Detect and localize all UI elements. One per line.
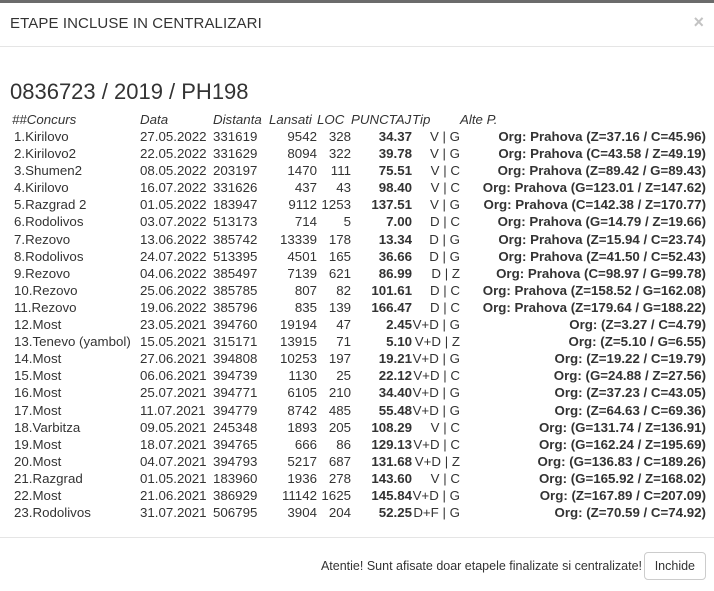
cell-alte-p: Org: (Z=167.89 / C=207.09) xyxy=(539,487,706,503)
cell-loc: 86 xyxy=(336,436,351,452)
cell-lansati: 437 xyxy=(294,180,317,196)
cell-alte-p: Org: Prahova (G=123.01 / Z=147.62) xyxy=(482,180,706,196)
table-row xyxy=(10,453,706,470)
cell-alte-p: Org: (Z=70.59 / C=74.92) xyxy=(554,505,706,521)
cell-concurs: 19.Most xyxy=(14,436,62,452)
cell-alte-p: Org: (Z=64.63 / C=69.36) xyxy=(554,402,706,418)
cell-tip: V+D | C xyxy=(413,368,460,384)
table-row xyxy=(10,384,706,401)
cell-tip: V+D | Z xyxy=(414,334,460,350)
cell-loc: 165 xyxy=(328,248,351,264)
cell-data: 21.06.2021 xyxy=(140,487,207,503)
cell-concurs: 13.Tenevo (yambol) xyxy=(14,334,131,350)
header-alte: Alte P. xyxy=(460,112,498,127)
cell-loc: 687 xyxy=(328,453,351,469)
cell-concurs: 14.Most xyxy=(14,351,62,367)
cell-alte-p: Org: (G=165.92 / Z=168.02) xyxy=(538,470,706,486)
stages-table xyxy=(10,111,706,521)
cell-distanta: 245348 xyxy=(213,419,258,435)
table-row xyxy=(10,487,706,504)
cell-data: 04.06.2022 xyxy=(140,265,207,281)
cell-loc: 43 xyxy=(336,180,351,196)
cell-punctaj: 2.45 xyxy=(386,317,412,333)
stages-modal xyxy=(0,3,714,590)
cell-concurs: 1.Kirilovo xyxy=(14,129,69,144)
cell-concurs: 2.Kirilovo2 xyxy=(14,146,77,162)
cell-tip: V+D | C xyxy=(413,436,460,452)
cell-distanta: 385785 xyxy=(213,282,258,298)
cell-lansati: 8742 xyxy=(287,402,317,418)
modal-footer xyxy=(0,537,714,591)
cell-punctaj: 5.10 xyxy=(386,334,412,350)
cell-lansati: 1130 xyxy=(288,368,317,384)
cell-loc: 197 xyxy=(328,351,351,367)
cell-tip: V | C xyxy=(430,419,460,435)
cell-distanta: 394771 xyxy=(213,385,258,401)
header-data: Data xyxy=(140,112,169,127)
table-row xyxy=(10,213,706,230)
footer-warning: Atentie! Sunt afisate doar etapele finalizate si centralizate! xyxy=(320,559,642,573)
table-header-row xyxy=(10,111,706,128)
cell-distanta: 394793 xyxy=(213,453,258,469)
cell-punctaj: 34.40 xyxy=(378,385,412,401)
cell-distanta: 331629 xyxy=(213,146,258,162)
ring-identifier: 0836723 / 2019 / PH198 xyxy=(10,79,249,104)
cell-distanta: 394765 xyxy=(213,436,258,452)
cell-lansati: 9542 xyxy=(287,129,317,144)
cell-alte-p: Org: Prahova (C=98.97 / G=99.78) xyxy=(496,265,706,281)
cell-lansati: 835 xyxy=(294,299,317,315)
cell-loc: 5 xyxy=(343,214,351,230)
cell-tip: V | C xyxy=(430,470,460,486)
cell-punctaj: 13.34 xyxy=(378,231,412,247)
cell-data: 03.07.2022 xyxy=(140,214,207,230)
cell-alte-p: Org: (Z=3.27 / C=4.79) xyxy=(569,317,706,333)
cell-alte-p: Org: (G=131.74 / Z=136.91) xyxy=(538,419,706,435)
cell-tip: V | G xyxy=(429,197,460,213)
table-row xyxy=(10,367,706,384)
cell-alte-p: Org: Prahova (C=142.38 / Z=170.77) xyxy=(483,197,706,213)
cell-data: 08.05.2022 xyxy=(140,163,207,179)
header-loc: LOC xyxy=(317,112,345,127)
cell-data: 22.05.2022 xyxy=(140,146,207,162)
cell-concurs: 16.Most xyxy=(14,385,62,401)
table-row xyxy=(10,470,706,487)
cell-punctaj: 129.13 xyxy=(371,436,412,452)
cell-tip: V | C xyxy=(430,180,460,196)
cell-punctaj: 166.47 xyxy=(371,299,412,315)
cell-concurs: 4.Kirilovo xyxy=(14,180,69,196)
cell-alte-p: Org: (G=24.88 / Z=27.56) xyxy=(553,368,706,384)
cell-loc: 178 xyxy=(328,231,351,247)
table-row xyxy=(10,196,706,213)
cell-concurs: 10.Rezovo xyxy=(14,282,78,298)
table-row xyxy=(10,179,706,196)
cell-data: 27.06.2021 xyxy=(140,351,207,367)
cell-concurs: 11.Rezovo xyxy=(14,299,77,315)
cell-data: 09.05.2021 xyxy=(140,419,207,435)
cell-alte-p: Org: Prahova (Z=89.42 / G=89.43) xyxy=(497,163,706,179)
cell-loc: 485 xyxy=(328,402,351,418)
cell-lansati: 1936 xyxy=(287,470,317,486)
table-row xyxy=(10,419,706,436)
cell-distanta: 203197 xyxy=(213,163,258,179)
cell-tip: D | Z xyxy=(431,265,460,281)
cell-data: 15.05.2021 xyxy=(140,334,207,350)
cell-punctaj: 145.84 xyxy=(371,487,412,503)
cell-distanta: 183947 xyxy=(213,197,258,213)
cell-tip: V | C xyxy=(430,163,460,179)
table-row xyxy=(10,162,706,179)
cell-concurs: 9.Rezovo xyxy=(14,265,71,281)
cell-lansati: 807 xyxy=(294,282,317,298)
cell-data: 01.05.2022 xyxy=(140,197,207,213)
cell-lansati: 1470 xyxy=(287,163,317,179)
cell-alte-p: Org: Prahova (Z=41.50 / C=52.43) xyxy=(498,248,706,264)
cell-punctaj: 143.60 xyxy=(371,470,412,486)
cell-distanta: 183960 xyxy=(213,470,258,486)
cell-loc: 322 xyxy=(328,146,351,162)
cell-alte-p: Org: Prahova (C=43.58 / Z=49.19) xyxy=(498,146,706,162)
cell-punctaj: 34.37 xyxy=(378,129,412,144)
cell-tip: V+D | Z xyxy=(414,453,460,469)
table-row xyxy=(10,145,706,162)
cell-lansati: 666 xyxy=(294,436,317,452)
cell-alte-p: Org: (G=136.83 / C=189.26) xyxy=(537,453,706,469)
cell-alte-p: Org: (Z=5.10 / G=6.55) xyxy=(568,334,706,350)
cell-loc: 71 xyxy=(336,334,351,350)
table-row xyxy=(10,402,706,419)
cell-tip: V+D | G xyxy=(412,487,460,503)
cell-alte-p: Org: (Z=19.22 / C=19.79) xyxy=(554,351,706,367)
header-punctaj: PUNCTAJ xyxy=(351,112,412,127)
table-row xyxy=(10,316,706,333)
header-concurs: ##Concurs xyxy=(12,112,77,127)
cell-lansati: 714 xyxy=(294,214,317,230)
cell-tip: D | C xyxy=(429,299,460,315)
cell-distanta: 385497 xyxy=(213,265,258,281)
cell-tip: V | G xyxy=(429,146,460,162)
cell-punctaj: 19.21 xyxy=(378,351,412,367)
cell-data: 27.05.2022 xyxy=(140,129,207,144)
cell-distanta: 386929 xyxy=(213,487,258,503)
cell-distanta: 315171 xyxy=(213,334,258,350)
table-row xyxy=(10,282,706,299)
cell-lansati: 7139 xyxy=(287,265,317,281)
cell-data: 16.07.2022 xyxy=(140,180,207,196)
cell-loc: 82 xyxy=(336,282,351,298)
cell-loc: 1625 xyxy=(321,487,351,503)
cell-punctaj: 36.66 xyxy=(378,248,412,264)
cell-concurs: 23.Rodolivos xyxy=(14,505,91,521)
cell-data: 01.05.2021 xyxy=(140,470,207,486)
cell-data: 11.07.2021 xyxy=(140,402,206,418)
modal-title: ETAPE INCLUSE IN CENTRALIZARI xyxy=(10,15,262,32)
close-icon[interactable]: × xyxy=(693,12,704,32)
cell-distanta: 394760 xyxy=(213,317,258,333)
cell-punctaj: 131.68 xyxy=(371,453,412,469)
cell-concurs: 12.Most xyxy=(14,317,62,333)
cell-lansati: 6105 xyxy=(287,385,317,401)
cell-concurs: 8.Rodolivos xyxy=(14,248,84,264)
cell-loc: 204 xyxy=(328,505,351,521)
cell-punctaj: 55.48 xyxy=(378,402,412,418)
cell-concurs: 15.Most xyxy=(14,368,62,384)
cell-loc: 210 xyxy=(328,385,351,401)
cell-lansati: 4501 xyxy=(287,248,317,264)
cell-data: 23.05.2021 xyxy=(140,317,207,333)
table-row xyxy=(10,504,706,521)
cell-distanta: 385742 xyxy=(213,231,258,247)
cell-loc: 47 xyxy=(336,317,351,333)
cell-tip: D | C xyxy=(429,282,460,298)
cell-distanta: 331619 xyxy=(213,129,258,144)
cell-alte-p: Org: Prahova (Z=37.16 / C=45.96) xyxy=(498,129,706,144)
modal-header xyxy=(0,3,714,47)
cell-loc: 25 xyxy=(336,368,351,384)
cell-punctaj: 86.99 xyxy=(378,265,412,281)
cell-lansati: 9112 xyxy=(288,197,317,213)
table-row xyxy=(10,350,706,367)
cell-tip: V+D | G xyxy=(412,385,460,401)
cell-data: 25.07.2021 xyxy=(140,385,207,401)
cell-loc: 278 xyxy=(328,470,351,486)
cell-data: 13.06.2022 xyxy=(140,231,207,247)
cell-punctaj: 75.51 xyxy=(378,163,412,179)
cell-concurs: 6.Rodolivos xyxy=(14,214,84,230)
cell-distanta: 394808 xyxy=(213,351,258,367)
cell-punctaj: 101.61 xyxy=(371,282,412,298)
cell-lansati: 5217 xyxy=(287,453,317,469)
cell-data: 18.07.2021 xyxy=(140,436,207,452)
close-button[interactable]: Inchide xyxy=(644,552,706,580)
cell-lansati: 10253 xyxy=(280,351,317,367)
cell-concurs: 22.Most xyxy=(14,487,62,503)
cell-punctaj: 98.40 xyxy=(378,180,412,196)
cell-punctaj: 7.00 xyxy=(386,214,412,230)
header-distanta: Distanta xyxy=(213,112,262,127)
cell-data: 19.06.2022 xyxy=(140,299,207,315)
cell-data: 25.06.2022 xyxy=(140,282,207,298)
cell-distanta: 331626 xyxy=(213,180,258,196)
cell-alte-p: Org: Prahova (Z=15.94 / C=23.74) xyxy=(498,231,706,247)
cell-loc: 205 xyxy=(328,419,351,435)
cell-lansati: 1893 xyxy=(287,419,317,435)
cell-concurs: 5.Razgrad 2 xyxy=(14,197,87,213)
cell-data: 31.07.2021 xyxy=(140,505,207,521)
cell-lansati: 11142 xyxy=(281,487,317,503)
cell-loc: 621 xyxy=(328,265,351,281)
table-row xyxy=(10,128,706,145)
table-row xyxy=(10,333,706,350)
cell-concurs: 7.Rezovo xyxy=(14,231,71,247)
header-tip: Tip xyxy=(412,112,431,127)
table-row xyxy=(10,231,706,248)
cell-distanta: 513395 xyxy=(213,248,258,264)
cell-data: 24.07.2022 xyxy=(140,248,207,264)
cell-punctaj: 108.29 xyxy=(371,419,412,435)
cell-tip: D | G xyxy=(429,231,460,247)
cell-distanta: 385796 xyxy=(213,299,258,315)
cell-tip: V+D | G xyxy=(412,317,460,333)
cell-lansati: 13339 xyxy=(280,231,317,247)
cell-tip: D | C xyxy=(429,214,460,230)
cell-alte-p: Org: Prahova (G=14.79 / Z=19.66) xyxy=(497,214,706,230)
cell-loc: 111 xyxy=(330,163,351,179)
table-row xyxy=(10,265,706,282)
cell-tip: D+F | G xyxy=(413,505,460,521)
table-row xyxy=(10,299,706,316)
cell-lansati: 13915 xyxy=(280,334,317,350)
cell-concurs: 20.Most xyxy=(14,453,62,469)
cell-lansati: 19194 xyxy=(280,317,317,333)
cell-alte-p: Org: Prahova (Z=179.64 / G=188.22) xyxy=(482,299,706,315)
cell-lansati: 3904 xyxy=(287,505,317,521)
cell-tip: V+D | G xyxy=(412,351,460,367)
cell-lansati: 8094 xyxy=(287,146,317,162)
cell-tip: V+D | G xyxy=(412,402,460,418)
cell-distanta: 506795 xyxy=(213,505,258,521)
cell-punctaj: 22.12 xyxy=(378,368,412,384)
table-row xyxy=(10,436,706,453)
cell-loc: 328 xyxy=(328,129,351,144)
cell-punctaj: 137.51 xyxy=(371,197,412,213)
cell-concurs: 18.Varbitza xyxy=(14,419,81,435)
cell-loc: 139 xyxy=(328,299,351,315)
cell-concurs: 17.Most xyxy=(14,402,62,418)
cell-alte-p: Org: (G=162.24 / Z=195.69) xyxy=(538,436,706,452)
cell-data: 06.06.2021 xyxy=(140,368,207,384)
cell-punctaj: 52.25 xyxy=(378,505,412,521)
cell-distanta: 513173 xyxy=(213,214,258,230)
cell-loc: 1253 xyxy=(321,197,351,213)
cell-data: 04.07.2021 xyxy=(140,453,207,469)
cell-distanta: 394779 xyxy=(213,402,258,418)
cell-tip: V | G xyxy=(429,129,460,144)
cell-distanta: 394739 xyxy=(213,368,258,384)
cell-concurs: 3.Shumen2 xyxy=(14,163,83,179)
cell-concurs: 21.Razgrad xyxy=(14,470,83,486)
cell-alte-p: Org: Prahova (Z=158.52 / G=162.08) xyxy=(482,282,706,298)
cell-alte-p: Org: (Z=37.23 / C=43.05) xyxy=(554,385,706,401)
header-lansati: Lansati xyxy=(269,112,312,127)
cell-punctaj: 39.78 xyxy=(378,146,412,162)
cell-tip: D | G xyxy=(429,248,460,264)
table-row xyxy=(10,248,706,265)
